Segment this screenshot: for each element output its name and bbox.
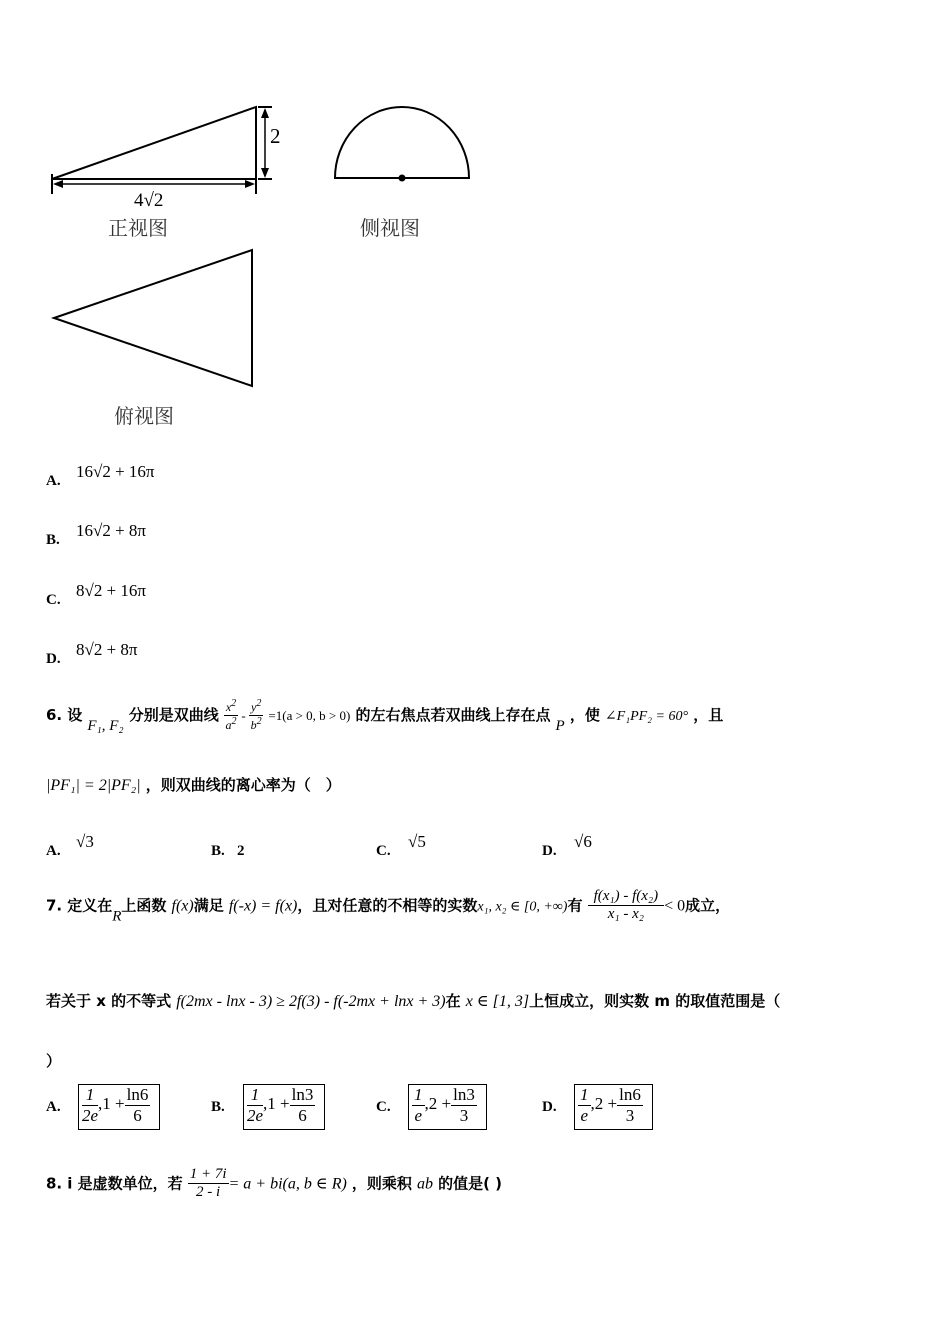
q6-condition: |PF₁| = 2|PF₂| xyxy=(46,777,141,794)
q6-option-a xyxy=(46,832,94,860)
left-bracket: $\frac{1}{2e}$ ,1 + $\frac{\ln 3}{6}$ xyxy=(243,1084,318,1130)
q6-angle: ∠F₁PF₂ = 60° xyxy=(604,708,689,724)
option-label: B. xyxy=(211,843,225,859)
q7-interval: x ∈ [1, 3] xyxy=(465,993,530,1010)
q7-line-1 xyxy=(46,888,730,925)
front-view-caption: 正视图 xyxy=(108,216,168,240)
option-upper-frac: $\frac{\ln 3}{6}$ xyxy=(291,1085,314,1125)
option-value: √3 xyxy=(76,832,94,851)
option-upper-frac: $\frac{\ln 3}{3}$ xyxy=(453,1085,475,1125)
option-label: A. xyxy=(46,1098,61,1115)
q6-text: 分别是双曲线 xyxy=(128,705,219,724)
option-expr: 16√2 + 8π xyxy=(76,521,147,540)
q6-text: ，则双曲线的离心率为（ ） xyxy=(145,776,341,794)
q7-option-d xyxy=(542,1084,653,1130)
q6-minus: - xyxy=(238,707,249,723)
right-bracket xyxy=(646,1084,653,1130)
option-upper-pre: 1 + xyxy=(102,1093,125,1113)
option-value: 2 xyxy=(237,843,245,859)
q7-text: 定义在 xyxy=(67,896,113,915)
option-expr: 8√2 + 16π xyxy=(76,581,147,600)
q7-text: ，且对任意的不相等的实数 xyxy=(297,896,478,915)
option-lower: $\frac{1}{2e}$ xyxy=(82,1085,99,1125)
q6-option-b xyxy=(211,832,245,860)
q7-option-c xyxy=(376,1084,487,1130)
front-view-diagram xyxy=(52,107,272,194)
option-label: D. xyxy=(542,843,557,859)
right-bracket xyxy=(153,1084,160,1130)
right-bracket xyxy=(318,1084,325,1130)
option-upper-frac: $\frac{\ln 6}{6}$ xyxy=(126,1085,149,1125)
left-bracket: $\frac{1}{e}$ ,2 + $\frac{\ln 3}{3}$ xyxy=(408,1084,480,1130)
side-view-diagram xyxy=(335,107,469,182)
option-label: D. xyxy=(542,1098,557,1115)
q7-lt0: < 0 xyxy=(664,897,686,915)
option-label: C. xyxy=(46,592,61,608)
q8-text: 的值是( ) xyxy=(438,1174,503,1193)
q6-text: 设 xyxy=(67,705,83,724)
option-upper-frac: $\frac{\ln 6}{3}$ xyxy=(619,1085,641,1125)
top-view-caption: 俯视图 xyxy=(114,404,174,428)
option-lower: $\frac{1}{2e}$ xyxy=(247,1085,264,1125)
q7-text: 上恒成立，则实数 m 的取值范围是（ xyxy=(529,992,781,1010)
q6-text: ，使 xyxy=(569,705,600,724)
q6-line-2 xyxy=(46,774,341,795)
option-upper-pre: 2 + xyxy=(594,1093,618,1113)
front-view-width-label: 4√2 xyxy=(134,190,164,211)
q8-line-1 xyxy=(46,1166,502,1202)
side-view-caption: 侧视图 xyxy=(360,216,420,240)
q6-text: ，且 xyxy=(693,705,724,724)
q6-options xyxy=(46,832,746,862)
q7-text: 满足 xyxy=(193,896,224,915)
option-upper-pre: 1 + xyxy=(267,1093,290,1113)
option-expr: 8√2 + 8π xyxy=(76,640,138,659)
q6-hyperbola-condition: =1(a > 0, b > 0) xyxy=(268,707,351,723)
three-view-figure xyxy=(0,90,520,400)
q7-option-a xyxy=(46,1084,160,1130)
option-value: √6 xyxy=(574,832,592,851)
q7-option-b xyxy=(211,1084,325,1130)
q7-symmetry: f(-x) = f(x) xyxy=(228,897,298,915)
q5-option-a xyxy=(46,462,155,490)
option-upper-pre: 2 + xyxy=(428,1093,452,1113)
q5-option-b xyxy=(46,521,146,549)
left-bracket: $\frac{1}{2e}$ ,1 + $\frac{\ln 6}{6}$ xyxy=(78,1084,153,1130)
q7-text: 有 xyxy=(567,896,583,915)
option-expr: 16√2 + 16π xyxy=(76,462,155,481)
option-label: B. xyxy=(46,532,60,548)
q7-domain: x₁, x₂ ∈ [0, +∞) xyxy=(477,899,568,915)
option-label: A. xyxy=(46,473,61,489)
q7-frac-num: f(x₁) - f(x₂) xyxy=(588,888,665,906)
question-number: 7. xyxy=(46,896,63,915)
question-number: 8. xyxy=(46,1174,63,1193)
q6-foci: F₁, F₂ xyxy=(87,717,124,734)
q6-option-d xyxy=(542,832,592,860)
q6-option-c xyxy=(376,832,426,860)
option-value: √5 xyxy=(408,832,426,851)
q8-rhs: = a + bi(a, b ∈ R) xyxy=(228,1175,347,1193)
q7-text: 若关于 x 的不等式 xyxy=(46,992,172,1010)
option-label: C. xyxy=(376,843,391,859)
q7-text: 成立， xyxy=(685,896,731,915)
q7-difference-quotient xyxy=(588,888,665,924)
q7-R: R xyxy=(112,908,122,925)
option-label: A. xyxy=(46,843,61,859)
option-label: B. xyxy=(211,1098,225,1115)
q7-inequality: f(2mx - lnx - 3) ≥ 2f(3) - f(-2mx + lnx + 3) xyxy=(176,993,446,1010)
right-bracket xyxy=(480,1084,487,1130)
option-lower: $\frac{1}{e}$ xyxy=(580,1085,589,1125)
q7-text: 上函数 xyxy=(121,896,167,915)
q6-hyperbola-x-term: $\frac{x^2}{a^2}$ xyxy=(225,698,237,732)
q8-ab: ab xyxy=(417,1175,434,1193)
q7-frac-den: x₁ - x₂ xyxy=(607,906,644,923)
top-view-diagram xyxy=(54,250,252,386)
q6-point: P xyxy=(555,717,565,734)
q8-text: i 是虚数单位，若 xyxy=(67,1174,183,1193)
q6-line-1 xyxy=(46,698,723,735)
q7-options xyxy=(46,1084,746,1136)
q8-fraction xyxy=(188,1166,229,1202)
question-number: 6. xyxy=(46,705,63,724)
q7-text: 在 xyxy=(445,992,461,1010)
q6-hyperbola-y-term: $\frac{y^2}{b^2}$ xyxy=(250,698,262,732)
q7-line-2 xyxy=(46,990,780,1011)
q5-option-c xyxy=(46,581,146,609)
option-lower: $\frac{1}{e}$ xyxy=(414,1085,423,1125)
option-label: D. xyxy=(46,651,61,667)
left-bracket: $\frac{1}{e}$ ,2 + $\frac{\ln 6}{3}$ xyxy=(574,1084,646,1130)
q6-text: 的左右焦点若双曲线上存在点 xyxy=(355,705,551,724)
q8-numerator: 1 + 7i xyxy=(188,1166,229,1184)
front-view-height-label: 2 xyxy=(270,124,281,148)
q7-fx: f(x) xyxy=(171,897,194,915)
q5-option-d xyxy=(46,640,138,668)
option-label: C. xyxy=(376,1098,391,1115)
q8-text: ，则乘积 xyxy=(351,1174,412,1193)
q8-denominator: 2 - i xyxy=(196,1184,221,1201)
q7-line-3: ） xyxy=(46,1052,62,1070)
